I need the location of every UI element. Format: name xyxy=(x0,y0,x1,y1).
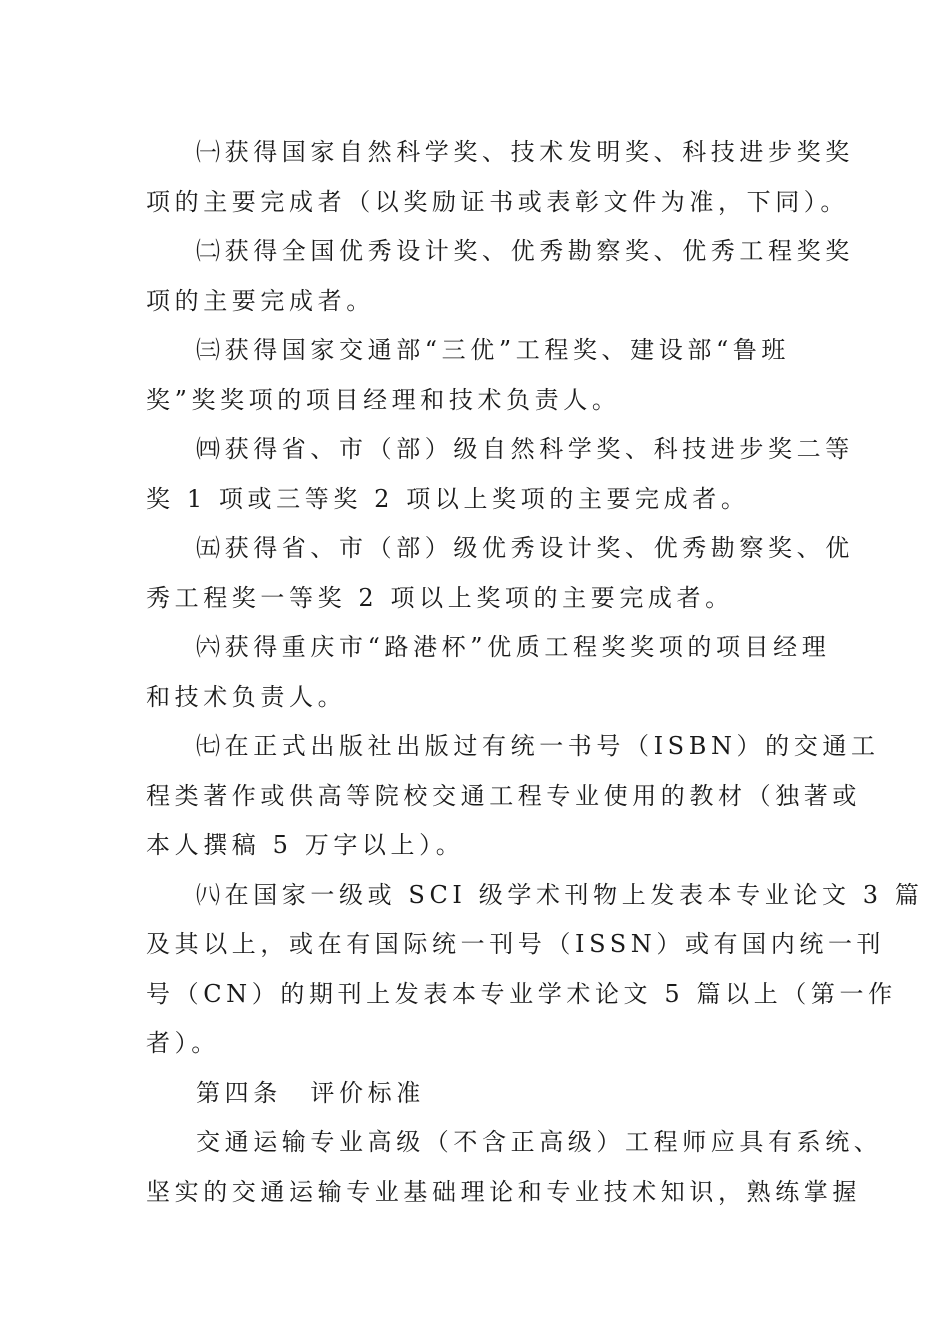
text-line: ㈥获得重庆市“路港杯”优质工程奖奖项的项目经理 xyxy=(196,633,831,661)
text-line: 及其以上，或在有国际统一刊号（ISSN）或有国内统一刊 xyxy=(146,930,886,958)
text-line: 坚实的交通运输专业基础理论和专业技术知识，熟练掌握 xyxy=(146,1177,861,1206)
text-line: ㈢获得国家交通部“三优”工程奖、建设部“鲁班 xyxy=(196,336,791,364)
text-line: 号（CN）的期刊上发表本专业学术论文 5 篇以上（第一作 xyxy=(146,979,897,1008)
text-line: 奖”奖奖项的项目经理和技术负责人。 xyxy=(146,385,621,414)
text-line: 交通运输专业高级（不含正高级）工程师应具有系统、 xyxy=(196,1128,883,1156)
text-line: 项的主要完成者（以奖励证书或表彰文件为准，下同）。 xyxy=(146,187,849,216)
text-line: ㈣获得省、市（部）级自然科学奖、科技进步奖二等 xyxy=(196,435,854,463)
text-line: ㈧在国家一级或 SCI 级学术刊物上发表本专业论文 3 篇 xyxy=(196,880,924,909)
text-line: 秀工程奖一等奖 2 项以上奖项的主要完成者。 xyxy=(146,583,734,612)
text-line: 者）。 xyxy=(146,1029,220,1057)
document-body xyxy=(146,128,924,1217)
text-line: ㈤获得省、市（部）级优秀设计奖、优秀勘察奖、优 xyxy=(196,534,854,562)
text-line: 本人撰稿 5 万字以上）。 xyxy=(146,831,465,859)
text-line: ㈡获得全国优秀设计奖、优秀勘察奖、优秀工程奖奖 xyxy=(196,237,854,265)
text-line: 奖 1 项或三等奖 2 项以上奖项的主要完成者。 xyxy=(146,484,750,513)
text-line: 程类著作或供高等院校交通工程专业使用的教材（独著或 xyxy=(146,781,861,810)
text-line: 项的主要完成者。 xyxy=(146,286,375,315)
text-line: 和技术负责人。 xyxy=(146,682,347,711)
section-heading: 第四条 评价标准 xyxy=(196,1078,425,1107)
text-line: ㈠获得国家自然科学奖、技术发明奖、科技进步奖奖 xyxy=(196,138,854,166)
text-line: ㈦在正式出版社出版过有统一书号（ISBN）的交通工 xyxy=(196,732,880,760)
